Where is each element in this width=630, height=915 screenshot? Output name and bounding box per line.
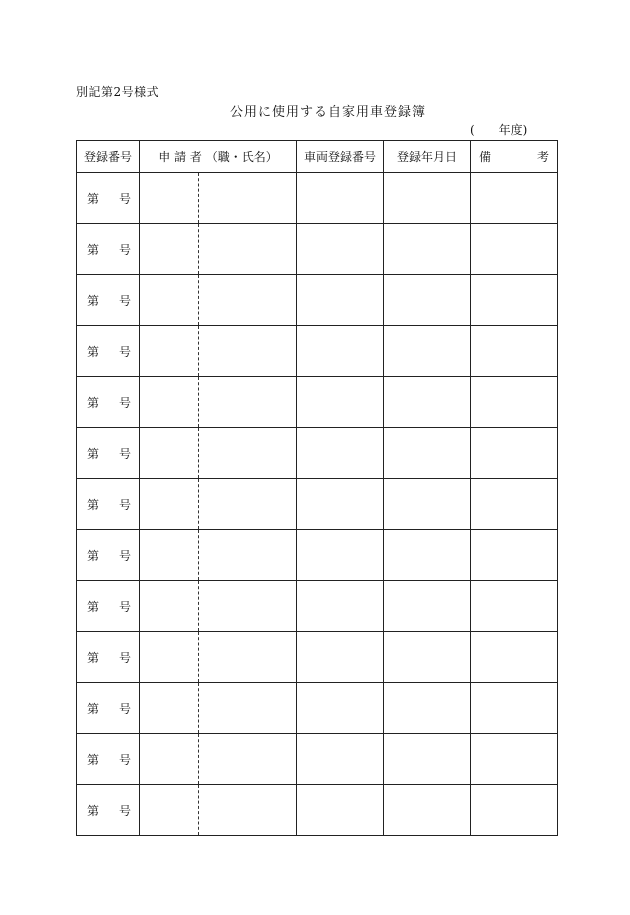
header-applicant: 申 請 者 （職・氏名） xyxy=(140,141,297,173)
fiscal-year-field: ( 年度) xyxy=(470,123,528,137)
applicant-name-cell[interactable] xyxy=(199,632,297,683)
registration-number-cell[interactable] xyxy=(77,581,140,632)
vehicle-number-cell[interactable] xyxy=(297,683,384,734)
remarks-cell[interactable] xyxy=(471,275,558,326)
table-row xyxy=(77,173,558,224)
number-prefix: 第 xyxy=(87,701,100,716)
applicant-name-cell[interactable] xyxy=(199,275,297,326)
applicant-position-cell[interactable] xyxy=(140,632,199,683)
form-number-label: 別記第2号様式 xyxy=(76,85,160,99)
applicant-name-cell[interactable] xyxy=(199,479,297,530)
registration-date-cell[interactable] xyxy=(384,530,471,581)
registration-number-cell[interactable] xyxy=(77,224,140,275)
remarks-cell[interactable] xyxy=(471,479,558,530)
applicant-position-cell[interactable] xyxy=(140,377,199,428)
registration-number-cell[interactable] xyxy=(77,530,140,581)
number-prefix: 第 xyxy=(87,344,100,359)
remarks-cell[interactable] xyxy=(471,785,558,836)
vehicle-number-cell[interactable] xyxy=(297,632,384,683)
registration-date-cell[interactable] xyxy=(384,224,471,275)
number-prefix: 第 xyxy=(87,191,100,206)
registration-number-cell[interactable] xyxy=(77,377,140,428)
registration-date-cell[interactable] xyxy=(384,377,471,428)
vehicle-number-cell[interactable] xyxy=(297,173,384,224)
table-row xyxy=(77,632,558,683)
registration-number-cell[interactable] xyxy=(77,428,140,479)
applicant-position-cell[interactable] xyxy=(140,173,199,224)
applicant-position-cell[interactable] xyxy=(140,734,199,785)
applicant-name-cell[interactable] xyxy=(199,734,297,785)
table-row xyxy=(77,428,558,479)
header-remarks-char-2: 考 xyxy=(537,150,550,164)
applicant-name-cell[interactable] xyxy=(199,377,297,428)
remarks-cell[interactable] xyxy=(471,581,558,632)
table-header-row xyxy=(77,141,558,173)
registration-number-cell[interactable] xyxy=(77,785,140,836)
vehicle-number-cell[interactable] xyxy=(297,734,384,785)
header-remarks-char-1: 備 xyxy=(479,150,492,164)
header-registration-date: 登録年月日 xyxy=(384,141,471,173)
number-prefix: 第 xyxy=(87,599,100,614)
page-title: 公用に使用する自家用車登録簿 xyxy=(230,105,427,120)
number-prefix: 第 xyxy=(87,446,100,461)
remarks-cell[interactable] xyxy=(471,428,558,479)
registration-number-cell[interactable] xyxy=(77,632,140,683)
applicant-position-cell[interactable] xyxy=(140,428,199,479)
registration-number-cell[interactable] xyxy=(77,275,140,326)
number-suffix: 号 xyxy=(118,446,131,461)
registration-table xyxy=(76,140,558,836)
remarks-cell[interactable] xyxy=(471,377,558,428)
applicant-position-cell[interactable] xyxy=(140,479,199,530)
table-row xyxy=(77,581,558,632)
applicant-position-cell[interactable] xyxy=(140,785,199,836)
number-suffix: 号 xyxy=(118,191,131,206)
applicant-position-cell[interactable] xyxy=(140,224,199,275)
table-row xyxy=(77,734,558,785)
applicant-name-cell[interactable] xyxy=(199,530,297,581)
applicant-position-cell[interactable] xyxy=(140,275,199,326)
remarks-cell[interactable] xyxy=(471,632,558,683)
registration-date-cell[interactable] xyxy=(384,326,471,377)
number-prefix: 第 xyxy=(87,242,100,257)
vehicle-number-cell[interactable] xyxy=(297,275,384,326)
number-suffix: 号 xyxy=(118,650,131,665)
number-suffix: 号 xyxy=(118,599,131,614)
registration-number-cell[interactable] xyxy=(77,173,140,224)
vehicle-number-cell[interactable] xyxy=(297,377,384,428)
header-remarks xyxy=(471,141,558,173)
applicant-name-cell[interactable] xyxy=(199,581,297,632)
number-prefix: 第 xyxy=(87,803,100,818)
applicant-position-cell[interactable] xyxy=(140,581,199,632)
number-suffix: 号 xyxy=(118,548,131,563)
remarks-cell[interactable] xyxy=(471,173,558,224)
registration-date-cell[interactable] xyxy=(384,683,471,734)
applicant-name-cell[interactable] xyxy=(199,224,297,275)
header-vehicle-number: 車両登録番号 xyxy=(297,141,384,173)
number-prefix: 第 xyxy=(87,497,100,512)
number-suffix: 号 xyxy=(118,752,131,767)
number-suffix: 号 xyxy=(118,395,131,410)
remarks-cell[interactable] xyxy=(471,683,558,734)
header-registration-number: 登録番号 xyxy=(77,141,140,173)
table-row xyxy=(77,275,558,326)
applicant-name-cell[interactable] xyxy=(199,683,297,734)
vehicle-number-cell[interactable] xyxy=(297,581,384,632)
table-row xyxy=(77,224,558,275)
number-prefix: 第 xyxy=(87,293,100,308)
registration-date-cell[interactable] xyxy=(384,428,471,479)
applicant-position-cell[interactable] xyxy=(140,530,199,581)
number-prefix: 第 xyxy=(87,650,100,665)
vehicle-number-cell[interactable] xyxy=(297,785,384,836)
table-row xyxy=(77,377,558,428)
vehicle-number-cell[interactable] xyxy=(297,224,384,275)
applicant-position-cell[interactable] xyxy=(140,683,199,734)
remarks-cell[interactable] xyxy=(471,734,558,785)
applicant-name-cell[interactable] xyxy=(199,428,297,479)
vehicle-number-cell[interactable] xyxy=(297,326,384,377)
vehicle-number-cell[interactable] xyxy=(297,428,384,479)
vehicle-number-cell[interactable] xyxy=(297,530,384,581)
remarks-cell[interactable] xyxy=(471,530,558,581)
table-row xyxy=(77,683,558,734)
remarks-cell[interactable] xyxy=(471,326,558,377)
registration-number-cell[interactable] xyxy=(77,326,140,377)
table-row xyxy=(77,479,558,530)
number-suffix: 号 xyxy=(118,242,131,257)
registration-date-cell[interactable] xyxy=(384,632,471,683)
number-prefix: 第 xyxy=(87,752,100,767)
applicant-position-cell[interactable] xyxy=(140,326,199,377)
number-suffix: 号 xyxy=(118,803,131,818)
number-suffix: 号 xyxy=(118,701,131,716)
applicant-name-cell[interactable] xyxy=(199,785,297,836)
number-suffix: 号 xyxy=(118,293,131,308)
applicant-name-cell[interactable] xyxy=(199,326,297,377)
number-suffix: 号 xyxy=(118,497,131,512)
registration-date-cell[interactable] xyxy=(384,785,471,836)
table-row xyxy=(77,785,558,836)
registration-date-cell[interactable] xyxy=(384,173,471,224)
registration-number-cell[interactable] xyxy=(77,734,140,785)
registration-date-cell[interactable] xyxy=(384,581,471,632)
table-row xyxy=(77,530,558,581)
number-prefix: 第 xyxy=(87,395,100,410)
registration-number-cell[interactable] xyxy=(77,479,140,530)
registration-date-cell[interactable] xyxy=(384,734,471,785)
number-prefix: 第 xyxy=(87,548,100,563)
vehicle-number-cell[interactable] xyxy=(297,479,384,530)
number-suffix: 号 xyxy=(118,344,131,359)
registration-number-cell[interactable] xyxy=(77,683,140,734)
registration-date-cell[interactable] xyxy=(384,479,471,530)
registration-date-cell[interactable] xyxy=(384,275,471,326)
remarks-cell[interactable] xyxy=(471,224,558,275)
table-row xyxy=(77,326,558,377)
applicant-name-cell[interactable] xyxy=(199,173,297,224)
